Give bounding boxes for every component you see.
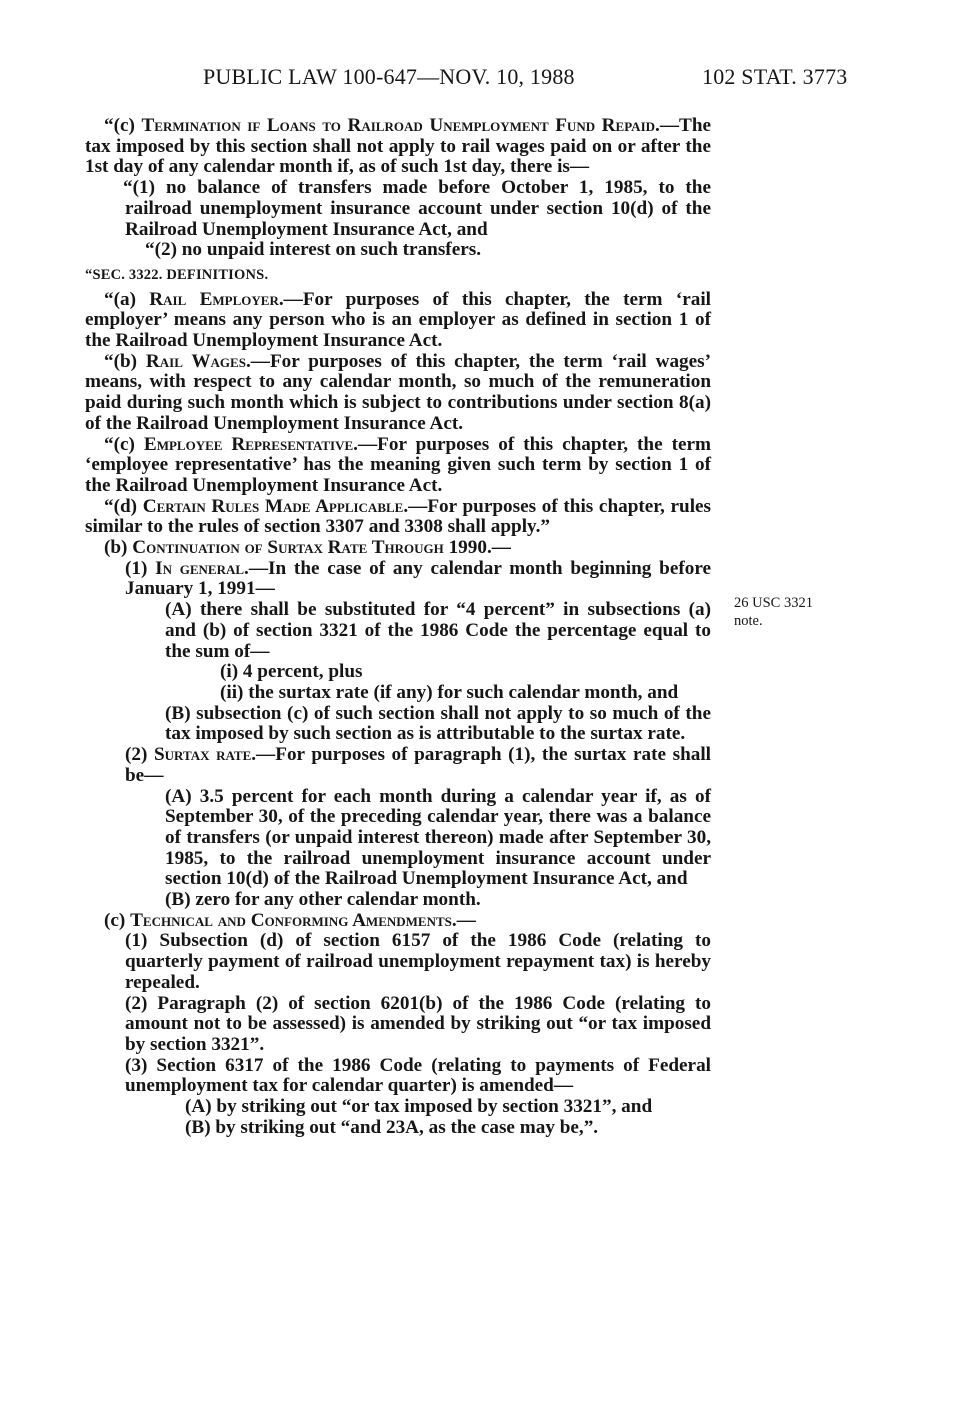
paragraph-employee-representative <box>85 435 711 497</box>
para-heading: Surtax rate <box>154 744 252 766</box>
para-num: (1) <box>125 557 156 579</box>
paragraph-b2-A: (A) 3.5 percent for each month during a calendar year if, as of September 30, of the preceding calendar year, there was a balance of transfers (or unpaid interest thereon) made after September 30, 1985, to the railroad unemployment insurance account under section 10(d) of the Railroad Unemployment Insurance Act, and <box>165 785 711 890</box>
paragraph-ct3-A: (A) by striking out “or tax imposed by section 3321”, and <box>185 1096 653 1118</box>
para-text: .—For purposes of paragraph (1), the surtax rate shall be— <box>125 744 711 786</box>
paragraph-c2: “(2) no unpaid interest on such transfers. <box>145 239 481 261</box>
para-num: “(c) <box>104 115 142 136</box>
para-text: .—For purposes of this chapter, rules similar to the rules of section 3307 and 3308 shall apply.” <box>85 495 712 538</box>
paragraph-in-general <box>85 559 711 600</box>
paragraph-b2-B: (B) zero for any other calendar month. <box>165 889 481 911</box>
paragraph-technical-amendments <box>85 911 711 932</box>
para-num: “(d) <box>104 495 143 517</box>
paragraph-rail-wages <box>85 352 711 435</box>
para-num: (b) <box>104 537 133 559</box>
para-heading: Rail Employer <box>149 288 279 310</box>
para-heading: Certain Rules Made Applicable <box>142 495 404 517</box>
page-header <box>0 64 960 98</box>
para-heading: In general <box>155 557 245 579</box>
paragraph-ct3-B: (B) by striking out “and 23A, as the case may be,”. <box>185 1116 599 1138</box>
para-heading: Employee Representative <box>143 433 354 455</box>
margin-note-label: note. <box>734 613 763 629</box>
paragraph-surtax-rate <box>85 745 711 786</box>
margin-note-citation: 26 USC 3321 <box>734 595 813 611</box>
section-heading-3322: “SEC. 3322. DEFINITIONS. <box>85 266 269 283</box>
paragraph-b1-A: (A) there shall be substituted for “4 percent” in subsections (a) and (b) of section 3321 of the 1986 Code the percentage equal to the sum of— <box>165 599 711 662</box>
para-text: .— <box>451 909 476 931</box>
paragraph-termination <box>85 116 711 178</box>
paragraph-b1-A-ii: (ii) the surtax rate (if any) for such calendar month, and <box>220 681 679 703</box>
paragraph-b1-B: (B) subsection (c) of such section shall not apply to so much of the tax imposed by such section as is attributable to the surtax rate. <box>165 702 711 745</box>
para-text: .— <box>486 537 511 559</box>
para-text: .—For purposes of this chapter, the term ‘rail employer’ means any person who is an employer as defined in section 1 of the Railroad Unemployment Insurance Act. <box>85 288 712 352</box>
paragraph-rail-employer <box>85 290 711 352</box>
paragraph-c1: “(1) no balance of transfers made before October 1, 1985, to the railroad unemployment insurance account under section 10(d) of the Railroad Unemployment Insurance Act, and <box>123 177 711 240</box>
paragraph-certain-rules <box>85 497 711 538</box>
para-num: “(b) <box>104 350 146 372</box>
para-heading: Termination if Loans to Railroad Unemployment Fund Repaid <box>141 115 656 136</box>
header-stat-page: 102 STAT. 3773 <box>702 64 848 89</box>
para-heading: Technical and Conforming Amendments <box>130 909 452 931</box>
para-heading: Continuation of Surtax Rate Through 1990 <box>132 537 487 559</box>
para-num: “(a) <box>104 288 150 310</box>
para-num: “(c) <box>104 433 144 455</box>
para-text: .—In the case of any calendar month beginning before January 1, 1991— <box>125 557 711 600</box>
paragraph-ct2: (2) Paragraph (2) of section 6201(b) of the 1986 Code (relating to amount not to be assessed) is amended by striking out “or tax imposed by section 3321”. <box>125 992 711 1055</box>
paragraph-continuation <box>85 538 711 559</box>
para-text: .—For purposes of this chapter, the term ‘employee representative’ has the meaning given such term by section 1 of the Railroad Unemployment Insurance Act. <box>85 433 711 496</box>
para-num: (2) <box>125 744 154 766</box>
para-heading: Rail Wages <box>145 350 246 372</box>
para-text: .—For purposes of this chapter, the term ‘rail wages’ means, with respect to any calendar month, so much of the remuneration paid during such month which is subject to contributions under section 8(a) of the Railroad Unemployment Insurance Act. <box>85 350 712 434</box>
document-body <box>85 116 711 1138</box>
para-text: .—The tax imposed by this section shall not apply to rail wages paid on or after the 1st day of any calendar month if, as of such 1st day, there is— <box>85 115 712 178</box>
paragraph-b1-A-i: (i) 4 percent, plus <box>220 661 363 683</box>
para-num: (c) <box>104 909 131 931</box>
paragraph-ct3: (3) Section 6317 of the 1986 Code (relating to payments of Federal unemployment tax for calendar quarter) is amended— <box>125 1054 711 1097</box>
margin-note <box>734 594 844 630</box>
header-public-law: PUBLIC LAW 100-647—NOV. 10, 1988 <box>203 64 575 89</box>
paragraph-ct1: (1) Subsection (d) of section 6157 of the 1986 Code (relating to quarterly payment of railroad unemployment repayment tax) is hereby repealed. <box>125 930 711 993</box>
